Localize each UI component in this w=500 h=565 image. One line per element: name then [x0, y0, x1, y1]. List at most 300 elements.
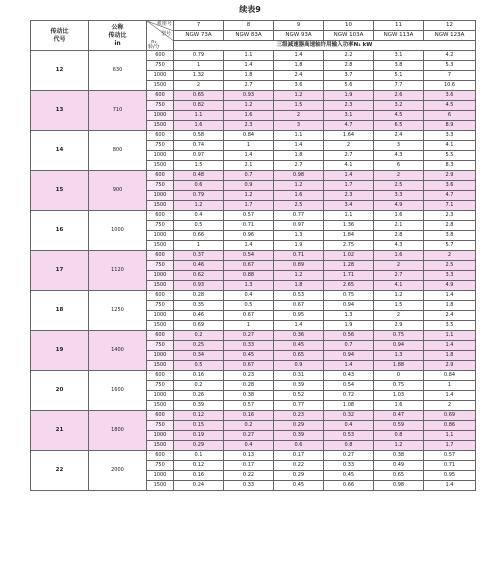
ratio-code-cell: 16 — [31, 211, 89, 251]
power-value-cell: 0.6 — [274, 441, 324, 451]
power-value-cell: 0.75 — [324, 291, 374, 301]
power-value-cell: 0.98 — [374, 481, 424, 491]
nominal-ratio-cell: 1120 — [89, 251, 147, 291]
power-value-cell: 1.4 — [224, 61, 274, 71]
power-value-cell: 0.46 — [174, 261, 224, 271]
power-value-cell: 0.45 — [274, 481, 324, 491]
power-value-cell: 0.75 — [374, 331, 424, 341]
power-value-cell: 3 — [274, 121, 324, 131]
power-value-cell: 0.59 — [374, 421, 424, 431]
power-value-cell: 1.28 — [324, 261, 374, 271]
power-value-cell: 4.9 — [374, 201, 424, 211]
power-value-cell: 0.19 — [174, 431, 224, 441]
power-value-cell: 4.5 — [374, 111, 424, 121]
power-value-cell: 1.03 — [374, 391, 424, 401]
power-value-cell: 4.7 — [424, 191, 476, 201]
power-value-cell: 7 — [424, 71, 476, 81]
speed-cell: 750 — [147, 261, 174, 271]
power-value-cell: 0.69 — [424, 411, 476, 421]
power-value-cell: 3.8 — [424, 231, 476, 241]
power-value-cell: 0.22 — [274, 461, 324, 471]
power-value-cell: 0.93 — [174, 281, 224, 291]
model-name: NGW 113A — [374, 31, 424, 41]
power-value-cell: 3.6 — [424, 91, 476, 101]
power-value-cell: 1.02 — [324, 251, 374, 261]
power-value-cell: 3.6 — [274, 81, 324, 91]
power-value-cell: 0.25 — [174, 341, 224, 351]
power-value-cell: 0.52 — [274, 391, 324, 401]
power-value-cell: 4.7 — [324, 121, 374, 131]
power-value-cell: 1.6 — [374, 401, 424, 411]
power-value-cell: 0.8 — [324, 441, 374, 451]
power-value-cell: 0.16 — [174, 471, 224, 481]
power-value-cell: 0.31 — [274, 371, 324, 381]
nominal-ratio-cell: 630 — [89, 51, 147, 91]
power-value-cell: 0.65 — [274, 351, 324, 361]
speed-cell: 1000 — [147, 111, 174, 121]
speed-cell: 600 — [147, 91, 174, 101]
table-body — [31, 51, 476, 491]
power-value-cell: 0.94 — [324, 351, 374, 361]
power-value-cell: 10.6 — [424, 81, 476, 91]
power-value-cell: 1.4 — [224, 151, 274, 161]
power-value-cell: 2.2 — [324, 51, 374, 61]
power-value-cell: 0.24 — [174, 481, 224, 491]
nominal-ratio-cell: 1800 — [89, 411, 147, 451]
model-name: NGW 123A — [424, 31, 476, 41]
power-value-cell: 1 — [174, 61, 224, 71]
power-value-cell: 7.1 — [424, 201, 476, 211]
table-row — [31, 331, 476, 341]
power-value-cell: 1.8 — [274, 61, 324, 71]
power-value-cell: 3.3 — [424, 271, 476, 281]
power-value-cell: 1.3 — [274, 231, 324, 241]
power-value-cell: 1.2 — [274, 181, 324, 191]
power-value-cell: 6.5 — [374, 121, 424, 131]
power-value-cell: 1.84 — [324, 231, 374, 241]
power-value-cell: 1.2 — [274, 271, 324, 281]
power-value-cell: 3.7 — [324, 71, 374, 81]
power-value-cell: 4.3 — [374, 151, 424, 161]
power-value-cell: 0.29 — [274, 471, 324, 481]
power-value-cell: 1.2 — [174, 201, 224, 211]
power-value-cell: 0.38 — [224, 391, 274, 401]
ratio-code-cell: 12 — [31, 51, 89, 91]
power-value-cell: 1.8 — [224, 71, 274, 81]
power-value-cell: 2.8 — [374, 231, 424, 241]
power-value-cell: 0.37 — [174, 251, 224, 261]
ratio-code-cell: 19 — [31, 331, 89, 371]
power-value-cell: 1.3 — [324, 311, 374, 321]
power-value-cell: 0.33 — [224, 481, 274, 491]
power-value-cell: 1 — [224, 321, 274, 331]
speed-cell: 1500 — [147, 361, 174, 371]
power-value-cell: 1.71 — [324, 271, 374, 281]
power-value-cell: 0.77 — [274, 401, 324, 411]
power-value-cell: 0.67 — [224, 261, 274, 271]
power-value-cell: 0.77 — [274, 211, 324, 221]
nominal-ratio-cell: 800 — [89, 131, 147, 171]
power-value-cell: 0.23 — [274, 411, 324, 421]
power-value-cell: 0.67 — [224, 361, 274, 371]
power-value-cell: 0.39 — [274, 431, 324, 441]
power-value-cell: 6 — [424, 111, 476, 121]
power-value-cell: 0 — [374, 371, 424, 381]
model-name: NGW 73A — [174, 31, 224, 41]
power-value-cell: 1.6 — [374, 251, 424, 261]
power-value-cell: 3.1 — [374, 51, 424, 61]
power-value-cell: 0.12 — [174, 461, 224, 471]
power-value-cell: 3.3 — [374, 191, 424, 201]
power-value-cell: 2.7 — [224, 81, 274, 91]
power-value-cell: 3.8 — [374, 61, 424, 71]
power-value-cell: 1.2 — [274, 91, 324, 101]
ratio-code-cell: 21 — [31, 411, 89, 451]
power-value-cell: 1.88 — [374, 361, 424, 371]
power-value-cell: 1.8 — [274, 281, 324, 291]
power-value-cell: 1 — [224, 141, 274, 151]
power-value-cell: 1.4 — [224, 241, 274, 251]
power-value-cell: 0.7 — [224, 171, 274, 181]
power-value-cell: 0.97 — [174, 151, 224, 161]
power-value-cell: 0.66 — [324, 481, 374, 491]
table-row — [31, 291, 476, 301]
power-value-cell: 1.6 — [224, 111, 274, 121]
power-value-cell: 0.2 — [224, 421, 274, 431]
power-value-cell: 1.3 — [374, 351, 424, 361]
nominal-ratio-cell: 2000 — [89, 451, 147, 491]
power-value-cell: 0.16 — [224, 411, 274, 421]
power-value-cell: 0.47 — [374, 411, 424, 421]
power-value-cell: 0.28 — [224, 381, 274, 391]
power-value-cell: 5.3 — [424, 61, 476, 71]
power-value-cell: 1.1 — [324, 211, 374, 221]
table-row — [31, 91, 476, 101]
power-value-cell: 4.1 — [424, 141, 476, 151]
speed-cell: 1000 — [147, 191, 174, 201]
power-value-cell: 1.5 — [274, 101, 324, 111]
power-value-cell: 2.5 — [374, 181, 424, 191]
power-value-cell: 0.2 — [174, 381, 224, 391]
ratio-code-cell: 22 — [31, 451, 89, 491]
power-value-cell: 1.1 — [224, 51, 274, 61]
power-value-cell: 0.54 — [224, 251, 274, 261]
power-value-cell: 1.9 — [324, 91, 374, 101]
power-value-cell: 1.2 — [374, 291, 424, 301]
power-value-cell: 1.1 — [174, 111, 224, 121]
power-value-cell: 0.86 — [424, 421, 476, 431]
power-value-cell: 0.57 — [224, 401, 274, 411]
speed-cell: 1000 — [147, 71, 174, 81]
power-value-cell: 3.6 — [424, 181, 476, 191]
power-value-cell: 1.1 — [424, 431, 476, 441]
speed-cell: 600 — [147, 371, 174, 381]
power-value-cell: 1.2 — [224, 101, 274, 111]
power-value-cell: 3.1 — [324, 111, 374, 121]
power-value-cell: 0.32 — [324, 411, 374, 421]
frame-number: 12 — [424, 21, 476, 31]
speed-cell: 600 — [147, 331, 174, 341]
power-value-cell: 1.7 — [324, 181, 374, 191]
power-value-cell: 0.4 — [224, 291, 274, 301]
power-value-cell: 3.3 — [424, 131, 476, 141]
power-value-cell: 1.4 — [424, 481, 476, 491]
power-value-cell: 0.43 — [324, 371, 374, 381]
table-row — [31, 251, 476, 261]
speed-cell: 1000 — [147, 231, 174, 241]
speed-cell: 750 — [147, 141, 174, 151]
power-value-cell: 0.84 — [224, 131, 274, 141]
power-value-cell: 2.9 — [374, 321, 424, 331]
speed-cell: 1500 — [147, 161, 174, 171]
speed-cell: 600 — [147, 451, 174, 461]
power-value-cell: 2.75 — [324, 241, 374, 251]
power-value-cell: 0.5 — [174, 361, 224, 371]
power-value-cell: 0.94 — [324, 301, 374, 311]
speed-cell: 1500 — [147, 121, 174, 131]
power-value-cell: 0.79 — [174, 191, 224, 201]
ratio-code-cell: 17 — [31, 251, 89, 291]
speed-cell: 600 — [147, 411, 174, 421]
table-row — [31, 451, 476, 461]
speed-cell: 750 — [147, 61, 174, 71]
power-value-cell: 0.4 — [324, 421, 374, 431]
power-value-cell: 1 — [174, 241, 224, 251]
speed-cell: 600 — [147, 211, 174, 221]
power-value-cell: 0.39 — [174, 401, 224, 411]
frame-number: 11 — [374, 21, 424, 31]
nominal-ratio-cell: 1250 — [89, 291, 147, 331]
power-value-cell: 0.33 — [324, 461, 374, 471]
power-value-cell: 2.9 — [424, 171, 476, 181]
power-value-cell: 0.29 — [174, 441, 224, 451]
speed-cell: 1000 — [147, 271, 174, 281]
power-value-cell: 0.15 — [174, 421, 224, 431]
power-value-cell: 0.75 — [374, 381, 424, 391]
power-value-cell: 0.93 — [224, 91, 274, 101]
power-value-cell: 2.3 — [424, 211, 476, 221]
power-value-cell: 2.3 — [224, 121, 274, 131]
power-value-cell: 0.49 — [374, 461, 424, 471]
power-value-cell: 4.2 — [424, 51, 476, 61]
table-row — [31, 51, 476, 61]
speed-cell: 750 — [147, 181, 174, 191]
speed-cell: 1500 — [147, 281, 174, 291]
power-value-cell: 1.9 — [324, 321, 374, 331]
speed-cell: 1500 — [147, 201, 174, 211]
speed-cell: 600 — [147, 171, 174, 181]
power-value-cell: 2 — [174, 81, 224, 91]
power-value-cell: 0.45 — [224, 351, 274, 361]
power-value-cell: 2 — [374, 171, 424, 181]
power-value-cell: 1 — [424, 381, 476, 391]
speed-cell: 600 — [147, 51, 174, 61]
power-value-cell: 1.6 — [374, 211, 424, 221]
speed-cell: 750 — [147, 341, 174, 351]
power-value-cell: 4.9 — [424, 281, 476, 291]
table-row — [31, 211, 476, 221]
power-value-cell: 3 — [374, 141, 424, 151]
power-value-cell: 0.9 — [224, 181, 274, 191]
power-value-cell: 0.48 — [174, 171, 224, 181]
power-value-cell: 2.4 — [274, 71, 324, 81]
nominal-ratio-cell: 1400 — [89, 331, 147, 371]
power-value-cell: 2 — [424, 251, 476, 261]
power-value-cell: 5.6 — [324, 81, 374, 91]
power-value-cell: 0.69 — [174, 321, 224, 331]
ratio-code-cell: 13 — [31, 91, 89, 131]
power-value-cell: 0.39 — [274, 381, 324, 391]
power-value-cell: 1.6 — [274, 191, 324, 201]
power-value-cell: 0.53 — [274, 291, 324, 301]
power-value-cell: 2 — [324, 141, 374, 151]
ratio-code-header: 传动比 代号 — [31, 21, 89, 51]
power-value-cell: 0.71 — [424, 461, 476, 471]
power-value-cell: 4.3 — [374, 241, 424, 251]
power-value-cell: 0.27 — [324, 451, 374, 461]
power-value-cell: 0.98 — [274, 171, 324, 181]
speed-cell: 600 — [147, 251, 174, 261]
power-value-cell: 0.65 — [374, 471, 424, 481]
power-value-cell: 0.17 — [224, 461, 274, 471]
speed-label: n₁ 转/分 — [148, 39, 160, 50]
nominal-ratio-cell: 710 — [89, 91, 147, 131]
ratio-code-cell: 14 — [31, 131, 89, 171]
power-value-cell: 1.2 — [374, 441, 424, 451]
power-value-cell: 0.17 — [274, 451, 324, 461]
power-value-cell: 2.1 — [374, 221, 424, 231]
power-value-cell: 8.3 — [424, 161, 476, 171]
power-value-cell: 3.5 — [424, 321, 476, 331]
power-value-cell: 0.95 — [274, 311, 324, 321]
power-value-cell: 4.1 — [374, 281, 424, 291]
power-value-cell: 0.5 — [224, 301, 274, 311]
power-value-cell: 1.36 — [324, 221, 374, 231]
speed-cell: 1500 — [147, 81, 174, 91]
power-value-cell: 0.45 — [274, 341, 324, 351]
power-value-cell: 1.4 — [424, 341, 476, 351]
frame-label: 机座号 — [156, 21, 172, 27]
power-value-cell: 1.6 — [174, 121, 224, 131]
power-value-cell: 1.4 — [274, 321, 324, 331]
power-value-cell: 2.8 — [324, 61, 374, 71]
speed-cell: 1000 — [147, 311, 174, 321]
power-value-cell: 2.7 — [374, 271, 424, 281]
power-value-cell: 2.8 — [424, 221, 476, 231]
table-caption: 续表9 — [239, 5, 261, 14]
power-title: 三级减速器高速轴许用输入功率N₁ kW — [174, 41, 476, 51]
speed-cell: 600 — [147, 131, 174, 141]
model-name: NGW 83A — [224, 31, 274, 41]
power-value-cell: 0.35 — [174, 301, 224, 311]
power-value-cell: 0.27 — [224, 431, 274, 441]
nominal-ratio-cell: 1600 — [89, 371, 147, 411]
frame-number: 10 — [324, 21, 374, 31]
power-value-cell: 0.56 — [324, 331, 374, 341]
speed-cell: 1500 — [147, 441, 174, 451]
speed-cell: 1000 — [147, 431, 174, 441]
power-value-cell: 5.5 — [424, 151, 476, 161]
power-value-cell: 0.7 — [324, 341, 374, 351]
power-value-cell: 0.12 — [174, 411, 224, 421]
speed-cell: 1000 — [147, 351, 174, 361]
speed-cell: 1500 — [147, 241, 174, 251]
power-value-cell: 0.79 — [174, 51, 224, 61]
power-value-cell: 2 — [274, 111, 324, 121]
power-value-cell: 4.1 — [324, 161, 374, 171]
power-value-cell: 2.5 — [274, 201, 324, 211]
speed-cell: 750 — [147, 461, 174, 471]
power-value-cell: 2.65 — [324, 281, 374, 291]
power-value-cell: 8.9 — [424, 121, 476, 131]
power-value-cell: 0.53 — [324, 431, 374, 441]
power-rating-table — [30, 20, 476, 491]
speed-cell: 1500 — [147, 401, 174, 411]
speed-cell: 1000 — [147, 391, 174, 401]
power-value-cell: 0.57 — [224, 211, 274, 221]
power-value-cell: 0.54 — [324, 381, 374, 391]
power-value-cell: 0.36 — [274, 331, 324, 341]
power-value-cell: 0.84 — [424, 371, 476, 381]
power-value-cell: 1.32 — [174, 71, 224, 81]
power-value-cell: 0.22 — [224, 471, 274, 481]
power-value-cell: 2.7 — [274, 161, 324, 171]
power-value-cell: 3.4 — [324, 201, 374, 211]
power-value-cell: 0.94 — [374, 341, 424, 351]
speed-cell: 1000 — [147, 471, 174, 481]
table-row — [31, 411, 476, 421]
speed-cell: 1500 — [147, 321, 174, 331]
power-value-cell: 2 — [374, 311, 424, 321]
power-value-cell: 0.13 — [224, 451, 274, 461]
power-value-cell: 0.65 — [174, 91, 224, 101]
power-value-cell: 1.4 — [274, 141, 324, 151]
diagonal-header-cell — [147, 21, 174, 51]
power-value-cell: 3.2 — [374, 101, 424, 111]
power-value-cell: 1.4 — [324, 361, 374, 371]
ratio-code-cell: 15 — [31, 171, 89, 211]
power-value-cell: 0.67 — [274, 301, 324, 311]
speed-cell: 750 — [147, 421, 174, 431]
table-row — [31, 371, 476, 381]
power-value-cell: 2.4 — [374, 131, 424, 141]
power-value-cell: 1.3 — [224, 281, 274, 291]
power-value-cell: 5.7 — [424, 241, 476, 251]
power-value-cell: 0.62 — [174, 271, 224, 281]
power-value-cell: 0.38 — [374, 451, 424, 461]
speed-cell: 600 — [147, 291, 174, 301]
power-value-cell: 2.7 — [324, 151, 374, 161]
model-name: NGW 103A — [324, 31, 374, 41]
power-value-cell: 0.46 — [174, 311, 224, 321]
speed-cell: 750 — [147, 381, 174, 391]
table-row — [31, 131, 476, 141]
power-value-cell: 2.1 — [224, 161, 274, 171]
power-value-cell: 0.1 — [174, 451, 224, 461]
table-row — [31, 171, 476, 181]
power-value-cell: 2.5 — [424, 261, 476, 271]
power-value-cell: 1.8 — [424, 351, 476, 361]
nominal-ratio-cell: 1000 — [89, 211, 147, 251]
power-value-cell: 0.6 — [174, 181, 224, 191]
power-value-cell: 2 — [424, 401, 476, 411]
power-value-cell: 0.45 — [324, 471, 374, 481]
power-value-cell: 0.71 — [224, 221, 274, 231]
power-value-cell: 0.8 — [374, 431, 424, 441]
power-value-cell: 0.96 — [224, 231, 274, 241]
power-value-cell: 0.71 — [274, 251, 324, 261]
power-value-cell: 4.5 — [424, 101, 476, 111]
